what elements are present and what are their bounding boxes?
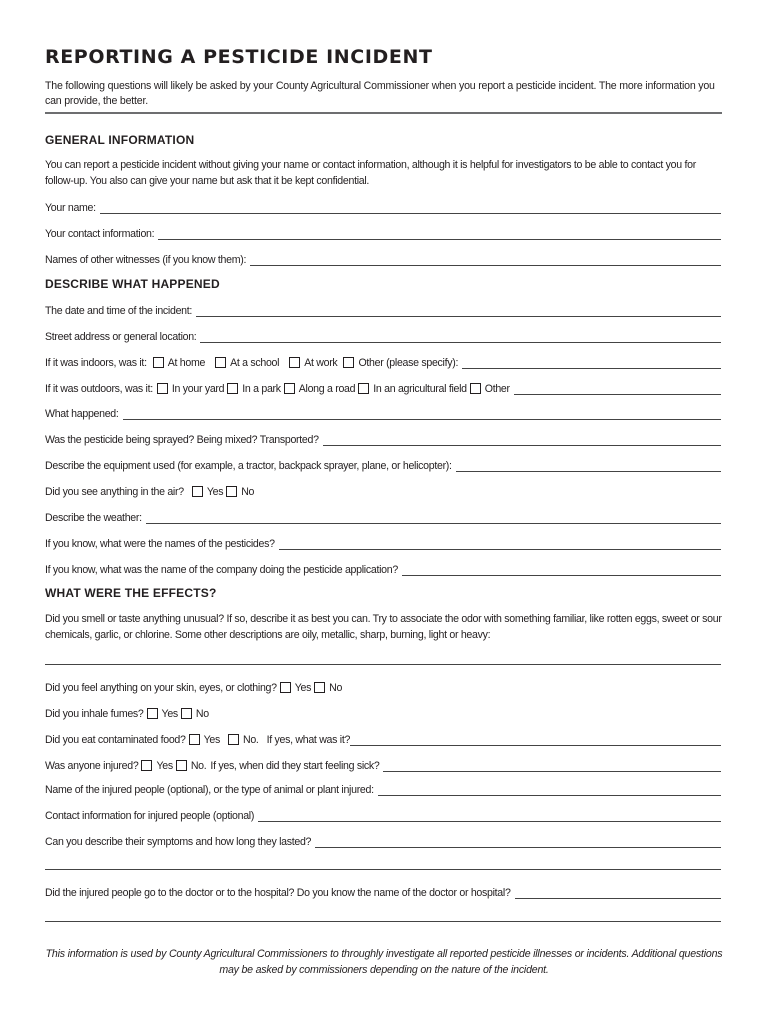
food-option-no xyxy=(228,734,259,746)
date-row xyxy=(45,303,721,317)
fumes-no-label: No xyxy=(195,708,209,720)
air-yes-label: Yes xyxy=(206,486,224,498)
fumes-row xyxy=(45,706,721,720)
effects-heading: WHAT WERE THE EFFECTS? xyxy=(45,586,217,600)
skin-no-checkbox[interactable] xyxy=(314,682,325,693)
fumes-no-checkbox[interactable] xyxy=(181,708,192,719)
doctor-label: Did the injured people go to the doctor or to the hospital? Do you know the name of the doctor or hospital? xyxy=(45,887,511,899)
intro-text: The following questions will likely be asked by your County Agricultural Commissioner when you report a pesticide incident. The more information you can provide, the better. xyxy=(45,80,715,107)
injured-row xyxy=(45,758,721,772)
what-row xyxy=(45,406,721,420)
what-label: What happened: xyxy=(45,408,119,420)
footer-note: This information is used by County Agricultural Commissioners to throughly investigate all reported pesticide illnesses or incidents. Additional questions may be asked by commissioners depending on the nature of the incident. xyxy=(45,948,723,976)
name-label: Your name: xyxy=(45,202,96,214)
fumes-label: Did you inhale fumes? xyxy=(45,708,144,720)
injured-yes-checkbox[interactable] xyxy=(141,760,152,771)
general-heading: GENERAL INFORMATION xyxy=(45,133,195,147)
general-text: You can report a pesticide incident without giving your name or contact information, although it is helpful for investigators to be able to contact you for follow-up. You also can give your name but ask that it be kept confidential. xyxy=(45,159,696,187)
sprayed-field[interactable] xyxy=(323,435,721,446)
outdoors-option-park xyxy=(227,383,281,395)
symptoms-label: Can you describe their symptoms and how long they lasted? xyxy=(45,836,312,848)
fumes-option-yes xyxy=(147,708,178,720)
contact-row xyxy=(45,226,721,240)
what-field[interactable] xyxy=(123,409,721,420)
weather-label: Describe the weather: xyxy=(45,512,142,524)
company-field[interactable] xyxy=(402,565,721,576)
outdoors-option-field xyxy=(358,383,467,395)
food-no-checkbox[interactable] xyxy=(228,734,239,745)
indoors-option-home xyxy=(153,357,205,369)
company-label: If you know, what was the name of the company doing the pesticide application? xyxy=(45,564,398,576)
field-checkbox[interactable] xyxy=(358,383,369,394)
outdoors-row xyxy=(45,381,721,395)
home-checkbox[interactable] xyxy=(153,357,164,368)
air-row xyxy=(45,484,721,498)
air-yes-checkbox[interactable] xyxy=(192,486,203,497)
air-no-checkbox[interactable] xyxy=(226,486,237,497)
yard-checkbox[interactable] xyxy=(157,383,168,394)
company-row xyxy=(45,562,721,576)
name-row xyxy=(45,200,721,214)
injured-option-no xyxy=(176,760,207,772)
equipment-label: Describe the equipment used (for example, a tractor, backpack sprayer, plane, or helicopter): xyxy=(45,460,452,472)
injured-option-yes xyxy=(141,760,172,772)
indoors-other-label: Other (please specify): xyxy=(358,357,459,369)
contact-label: Your contact information: xyxy=(45,228,155,240)
equipment-field[interactable] xyxy=(456,461,721,472)
injured-followup-label: If yes, when did they start feeling sick? xyxy=(210,760,380,772)
food-followup-field[interactable] xyxy=(350,735,721,746)
work-option-label: At work xyxy=(304,357,338,369)
park-option-label: In a park xyxy=(242,383,281,395)
outdoors-other-label: Other xyxy=(484,383,510,395)
air-label: Did you see anything in the air? xyxy=(45,486,184,498)
skin-label: Did you feel anything on your skin, eyes, or clothing? xyxy=(45,682,277,694)
indoors-other-field[interactable] xyxy=(462,358,721,369)
skin-option-yes xyxy=(280,682,311,694)
food-label: Did you eat contaminated food? xyxy=(45,734,186,746)
injured-contact-label: Contact information for injured people (optional) xyxy=(45,810,255,822)
fumes-option-no xyxy=(181,708,209,720)
park-checkbox[interactable] xyxy=(227,383,238,394)
date-field[interactable] xyxy=(196,306,721,317)
air-option-no xyxy=(226,486,254,498)
sprayed-label: Was the pesticide being sprayed? Being mixed? Transported? xyxy=(45,434,319,446)
indoors-row xyxy=(45,355,721,369)
weather-field[interactable] xyxy=(146,513,721,524)
skin-row xyxy=(45,680,721,694)
contact-field[interactable] xyxy=(158,229,721,240)
doctor-row xyxy=(45,885,721,899)
food-yes-label: Yes xyxy=(203,734,220,746)
outdoors-label: If it was outdoors, was it: xyxy=(45,383,153,395)
title-divider xyxy=(45,112,722,114)
sprayed-row xyxy=(45,432,721,446)
injured-followup-field[interactable] xyxy=(383,761,721,772)
address-field[interactable] xyxy=(200,332,721,343)
injured-contact-row xyxy=(45,808,721,822)
injured-names-row xyxy=(45,782,721,796)
fumes-yes-label: Yes xyxy=(161,708,178,720)
outdoors-option-yard xyxy=(157,383,224,395)
smell-field[interactable] xyxy=(45,664,721,665)
outdoors-option-road xyxy=(284,383,355,395)
injured-no-checkbox[interactable] xyxy=(176,760,187,771)
pesticide-names-field[interactable] xyxy=(279,539,721,550)
weather-row xyxy=(45,510,721,524)
name-field[interactable] xyxy=(100,203,721,214)
skin-no-label: No xyxy=(329,682,343,694)
address-row xyxy=(45,329,721,343)
address-label: Street address or general location: xyxy=(45,331,197,343)
skin-yes-checkbox[interactable] xyxy=(280,682,291,693)
food-followup-label: If yes, what was it? xyxy=(266,734,351,746)
food-yes-checkbox[interactable] xyxy=(189,734,200,745)
work-checkbox[interactable] xyxy=(289,357,300,368)
indoors-option-work xyxy=(289,357,337,369)
outdoors-option-other xyxy=(470,383,510,395)
indoors-label: If it was indoors, was it: xyxy=(45,357,147,369)
indoors-option-school xyxy=(215,357,279,369)
food-row xyxy=(45,732,721,746)
indoors-option-other xyxy=(343,357,458,369)
outdoors-other-field[interactable] xyxy=(514,384,721,395)
pesticide-names-label: If you know, what were the names of the pesticides? xyxy=(45,538,275,550)
date-label: The date and time of the incident: xyxy=(45,305,193,317)
pesticide-names-row xyxy=(45,536,721,550)
yard-option-label: In your yard xyxy=(171,383,225,395)
outdoors-other-checkbox[interactable] xyxy=(470,383,481,394)
injured-names-field[interactable] xyxy=(378,785,721,796)
equipment-row xyxy=(45,458,721,472)
witness-row xyxy=(45,252,721,266)
food-no-label: No. xyxy=(242,734,259,746)
injured-no-label: No. xyxy=(190,760,207,772)
home-option-label: At home xyxy=(167,357,206,369)
smell-text: Did you smell or taste anything unusual? If so, describe it as best you can. Try to associate the odor with something familiar, like rotten eggs, sweet or sour chemicals, garlic, or chlorine. Some other descriptions are oily, metallic, sharp, burning, light or heavy: xyxy=(45,613,722,641)
field-option-label: In an agricultural field xyxy=(373,383,467,395)
doctor-extra-line[interactable] xyxy=(45,921,721,922)
symptoms-row xyxy=(45,834,721,848)
road-checkbox[interactable] xyxy=(284,383,295,394)
skin-option-no xyxy=(314,682,342,694)
skin-yes-label: Yes xyxy=(294,682,312,694)
symptoms-extra-line[interactable] xyxy=(45,869,721,870)
school-checkbox[interactable] xyxy=(215,357,226,368)
injured-yes-label: Yes xyxy=(156,760,173,772)
witness-label: Names of other witnesses (if you know them): xyxy=(45,254,247,266)
injured-names-label: Name of the injured people (optional), or the type of animal or plant injured: xyxy=(45,784,374,796)
injured-label: Was anyone injured? xyxy=(45,760,139,772)
happened-heading: DESCRIBE WHAT HAPPENED xyxy=(45,277,220,291)
page-title: REPORTING A PESTICIDE INCIDENT xyxy=(45,46,433,68)
witness-field[interactable] xyxy=(250,255,721,266)
doctor-field[interactable] xyxy=(515,888,721,899)
air-option-yes xyxy=(192,486,223,498)
fumes-yes-checkbox[interactable] xyxy=(147,708,158,719)
road-option-label: Along a road xyxy=(298,383,356,395)
injured-contact-field[interactable] xyxy=(258,811,721,822)
symptoms-field[interactable] xyxy=(315,837,721,848)
food-option-yes xyxy=(189,734,220,746)
school-option-label: At a school xyxy=(230,357,280,369)
indoors-other-checkbox[interactable] xyxy=(343,357,354,368)
air-no-label: No xyxy=(241,486,255,498)
